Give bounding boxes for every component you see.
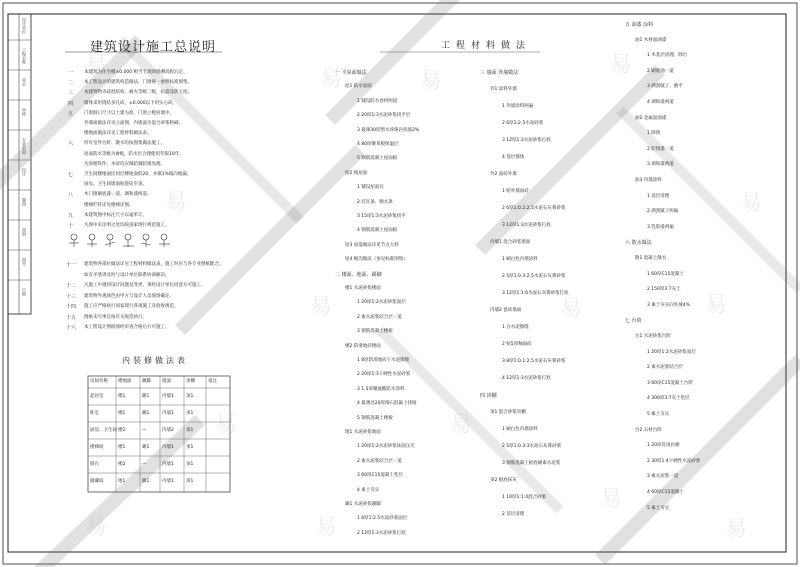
method-step: 1 刷白色内墙涂料 [502,257,538,262]
method-step: 1 除锈 [647,131,661,137]
method-step: 2 挂瓦条、顺水条 [357,199,393,205]
method-step: 4 300厚3:7灰土垫层 [647,396,690,402]
note-text: 厨房、卫生间墙面贴瓷砖至顶。 [84,182,147,188]
method-heading: 台2 石材台阶 [635,427,662,433]
method-heading: 顶1 混合砂浆顶棚 [490,410,526,415]
note-text: 图纸未尽事宜按有关规范执行。 [84,314,147,320]
watermark-glyph: 易 [740,191,763,216]
note-text: 建筑物外观颜色由甲方与设计人员现场确定。 [84,293,174,299]
note-text: 门窗洞口尺寸以土建为准，门窗立樘居墙中。 [84,110,174,116]
note-text: 凡施工中遇到设计问题及变更，须经设计单位同意方可施工。 [84,283,206,288]
method-step: 4 素土夯实 [357,487,380,493]
method-step: 2 20厚1:3干硬性水泥砂浆 [357,372,411,378]
note-number: 十二 [66,283,77,289]
note-text: 本工程设计图纸须经审查合格后方可施工。 [84,325,170,330]
method-step: 1 8厚防滑地砖干水泥擦缝 [357,358,410,363]
method-step: 2 5厚1:0.3:3水泥石灰膏砂浆 [502,444,562,449]
titleblock-label: 设计 [22,168,27,176]
method-step: 2 素水泥浆结合层 [647,365,683,371]
table-cell: 内墙1 [162,462,174,467]
table-cell: 内墙2 [162,428,174,433]
table-cell: 楼梯间 [90,445,104,450]
note-text: 如有矛盾请及时与设计单位联系协商解决。 [84,272,170,278]
watermark-glyph: 易 [165,190,188,215]
watermark-glyph: 易 [725,517,748,542]
method-step: 4 调和漆两道 [647,100,674,105]
method-step: 3 素土夯实向外坡4% [647,302,690,308]
method-step: 2 6厚1:0.2:2.5水泥石灰膏砂浆 [502,206,566,211]
method-heading: 屋1 防水屋面 [345,84,372,90]
titleblock-label: 日期 [22,288,27,296]
method-heading: 屋2 坡屋面 [345,170,368,176]
note-text: 本建筑物为砖混结构，耐火等级二级，抗震设防七度。 [84,90,192,96]
method-heading: 内墙1 混合砂浆墙面 [490,240,531,245]
method-heading: 油1 木材面油漆 [635,37,667,43]
method-step: 3 满刮腻子、磨平 [647,84,683,90]
note-text: 本建筑为住宅楼±0.000 相当于现场勘测高程后定。 [84,70,188,75]
table-cell: 地1 [118,479,126,484]
titleblock-label: 图别 [22,228,27,236]
watermark-glyph: 易 [610,53,633,78]
method-heading: 屋3 雨篷做法详见节点大样 [345,242,399,248]
table-cell: 踢1 [142,445,150,450]
table-cell: 踢1 [142,479,150,484]
method-step: 2 基层清理 [502,512,525,517]
method-step: 1 铺设防水卷材两道 [357,98,398,104]
section-heading: 七 台阶 [625,318,642,325]
table-cell: 楼1 [118,394,126,399]
note-text: 本工程设计的建筑构造做法、门窗统一参照标准图集。 [84,80,192,86]
note-text: 木门窗刷底漆一道、调和漆两道。 [84,192,152,198]
method-step: 3 钢筋混凝土楼板 [357,329,393,335]
note-text: 楼地面做法详见工程材料做法表。 [84,131,152,137]
note-number: 九 [68,212,74,219]
note-text: 凡预埋铁件、木砖均应做防腐防锈处理。 [84,161,165,167]
watermark-glyph: 易 [85,53,108,78]
method-step: 2 素水泥浆结合层一道 [357,458,402,464]
titleblock-label: 专业负责 [22,138,27,154]
method-step: 2 贴5厚釉面砖 [502,342,532,347]
method-step: 3 最薄30厚憎水珍珠岩找坡2% [357,127,420,133]
section-heading: 四 顶棚 [480,393,497,399]
method-step: 3 8厚1:0.1:2.5水泥石灰膏砂浆 [502,359,566,364]
section-heading: 六 散水做法 [625,240,652,247]
note-number: 十四 [66,304,77,310]
method-step: 2 12厚1:3水泥砂浆打底 [357,530,406,536]
note-number: 二 [68,80,74,87]
table-cell: 顶1 [186,445,194,450]
titleblock-label: 审定 [22,78,27,86]
method-step: 1 20厚1:2水泥砂浆面层 [357,300,406,306]
table-header-cell: 顶棚 [186,379,195,384]
method-step: 2 刷底油一道 [647,68,674,74]
table-header-cell: 备注 [208,379,217,384]
titleblock-label: 制图 [22,198,27,206]
table-cell: 楼1 [118,411,126,416]
method-step: 4 最薄处20厚细石混凝土找坡 [357,401,417,407]
table-cell: 储藏间 [90,479,104,484]
method-step: 3 调和漆两道 [647,162,674,168]
method-step: 4 80厚聚苯板保温层 [357,142,399,147]
method-step: 1 木基层清理、除污 [647,53,688,59]
watermark-glyph: 易 [320,67,343,92]
titleblock-label: 设计单位 [22,18,27,34]
method-step: 1 贴外墙面砖 [502,189,529,194]
method-heading: 外1 涂料外墙 [490,87,517,92]
method-step: 1 10厚1:1:4混合砂浆 [502,495,547,500]
method-step: 2 5厚1:0.3:2.5水泥石灰膏砂浆 [502,274,566,279]
method-step: 3 60厚C15混凝土台阶 [647,380,693,386]
method-step: 2 20厚1:3水泥砂浆找平层 [357,113,411,119]
method-step: 1 60厚C15混凝土 [647,271,684,277]
note-number: 十一 [66,262,77,268]
note-number: 八 [68,192,74,199]
method-heading: 内墙2 瓷砖墙面 [490,308,522,313]
method-step: 1 20厚花岗岩板 [647,443,680,449]
table-cell: 楼1 [118,445,126,450]
note-text: 外墙面做法详见立面图，内墙面为混合砂浆粉刷。 [84,121,183,126]
table-cell: 卧室 [90,411,99,416]
table-cell: — [142,462,147,467]
table-cell: 踢1 [142,394,150,399]
table-header-cell: 房间名称 [90,379,108,384]
note-number: 十五 [66,314,77,321]
note-number: 十六 [66,325,77,331]
table-cell: — [142,428,147,433]
note-text: 墙体采用烧结多孔砖，±0.000以下用实心砖。 [84,100,178,106]
method-heading: 顶2 板底抹灰 [490,478,517,483]
note-number: 六 [68,141,74,148]
method-step: 5 钢筋混凝土屋面板 [357,156,398,162]
table-cell: 顶1 [186,479,194,484]
method-step: 3 12厚1:1:6水泥石灰膏砂浆打底 [502,291,569,296]
note-text: 楼梯栏杆详见楼梯详图。 [84,202,134,208]
method-step: 5 素土夯实 [647,412,670,417]
method-step: 4 钢筋混凝土屋面板 [357,228,398,234]
table-cell: 厨房、卫生间 [90,428,117,433]
method-step: 4 基层墙体 [502,155,525,160]
table-cell: 阳台 [90,462,99,467]
method-step: 5 钢筋混凝土楼板 [357,415,393,421]
table-cell: 顶1 [186,428,194,433]
method-step: 4 12厚1:3水泥砂浆打底 [502,376,551,381]
note-number: 十三 [66,293,77,300]
table-cell: 起居室 [90,394,104,399]
note-text: 所有室外台阶、散水均按图集做法施工。 [84,141,165,147]
method-step: 1 20厚1:2水泥砂浆抹面压光 [357,444,415,450]
method-heading: 屋4 檐沟做法（参见标准图集） [345,257,408,263]
method-step: 5 素土夯实 [647,505,670,511]
method-step: 3 钢筋混凝土板底刷素水泥浆 [502,461,561,466]
section-heading: 二 楼面、地面、踢脚 [335,271,382,278]
method-heading: 踢1 水泥砂浆踢脚 [345,502,381,507]
table-title: 内装修做法表 [122,356,188,365]
method-step: 3 12厚1:3水泥砂浆打底 [502,138,551,143]
table-cell: 顶1 [186,411,194,416]
method-step: 1 外墙涂料两遍 [502,104,534,109]
watermark-glyph: 易 [560,297,583,322]
table-cell: 内墙1 [162,411,174,416]
method-step: 3 乳胶漆两遍 [647,224,674,230]
section-heading: 五 油漆 涂料 [625,22,654,28]
method-step: 1 基层清理 [647,193,670,199]
method-heading: 外2 面砖外墙 [490,172,517,177]
note-text: 凡图中未注明之处均按国家现行规范施工。 [84,223,170,228]
method-heading: 地1 水泥砂浆地面 [345,430,381,435]
note-text: 屋面防水等级为III级，防水层合理使用年限10年。 [84,151,184,157]
note-number: 一 [68,70,74,76]
table-header-cell: 踢脚 [142,379,151,384]
titleblock-label: 图号 [22,258,27,266]
table-cell: 内墙1 [162,445,174,450]
method-heading: 楼2 防滑地砖楼面 [345,343,381,349]
method-step: 1 铺设屋面瓦 [357,185,384,191]
table-cell: 内墙1 [162,394,174,399]
method-step: 4 60厚C15混凝土 [647,490,684,495]
watermark-glyph: 易 [315,515,338,540]
method-step: 2 满刮腻子两遍 [647,209,679,215]
method-step: 2 150厚3:7灰土 [647,287,681,293]
table-cell: 顶1 [186,394,194,399]
method-step: 3 15厚1:3水泥砂浆找平 [357,214,406,219]
method-step: 2 30厚1:4干硬性水泥砂浆 [647,458,701,464]
titleblock-label: 工程名称 [22,48,27,64]
note-number: 五 [68,110,74,117]
method-step: 3 12厚1:3水泥砂浆打底 [502,223,551,228]
method-step: 3 素水泥浆一道 [647,474,679,480]
note-number: 三 [68,90,74,97]
watermark-glyph: 易 [85,515,108,540]
note-number: 四 [68,100,74,107]
watermark-glyph: 易 [310,295,333,320]
table-cell: 楼2 [118,462,126,467]
watermark-glyph: 易 [450,413,473,438]
note-text: 建筑物各部位做法详见工程材料做法表，施工时应与各专业图纸配合。 [84,262,224,267]
titleblock-label: 审核 [22,108,27,116]
watermark-glyph: 易 [215,413,238,438]
method-step: 1 刷白色内墙涂料 [502,427,538,432]
method-step: 2 素水泥浆结合层一道 [357,314,402,320]
method-step: 1 6厚1:2.5水泥砂浆面层 [357,516,408,522]
table-cell: 楼2 [118,428,126,433]
method-step: 3 60厚C15混凝土垫层 [357,473,403,479]
method-heading: 楼1 水泥砂浆楼面 [345,286,381,291]
method-step: 3 1.5厚聚氨酯防水涂料 [357,386,405,392]
table-header-cell: 墙面 [162,379,171,384]
method-step: 1 白水泥擦缝 [502,325,529,330]
page-title: 建筑设计施工总说明 [90,40,217,55]
note-text: 本建筑图中标注尺寸以毫米计。 [84,212,147,218]
note-text: 卫生间楼地面比同层楼地面低20，并做1%坡向地漏。 [84,172,192,177]
method-step: 2 防锈漆一道 [647,146,674,152]
method-heading: 散1 混凝土散水 [635,256,667,261]
method-heading: 油3 内墙涂料 [635,178,662,183]
table-cell: 踢1 [142,411,150,416]
table-cell: 内墙1 [162,479,174,484]
watermark-glyph: 易 [705,293,728,318]
note-text: 施工应严格执行国家现行各项施工及验收规范。 [84,304,179,309]
note-number: 七 [68,172,74,178]
section-heading: 三 墙面 外墙做法 [480,70,519,76]
table-header-cell: 楼地面 [118,379,132,384]
method-heading: 油2 金属面油漆 [635,115,667,121]
section-heading: 一 平屋面做法 [335,70,367,76]
watermark-glyph: 易 [420,69,443,94]
materials-title: 工程材料做法 [441,41,532,51]
table-cell: 顶1 [186,462,194,467]
method-step: 2 6厚1:2.5水泥砂浆 [502,121,544,126]
method-heading: 台1 水泥砂浆台阶 [635,334,671,339]
note-number: 十 [68,223,74,229]
watermark-glyph: 易 [600,487,623,512]
method-step: 1 20厚1:2水泥砂浆面层 [647,349,696,355]
